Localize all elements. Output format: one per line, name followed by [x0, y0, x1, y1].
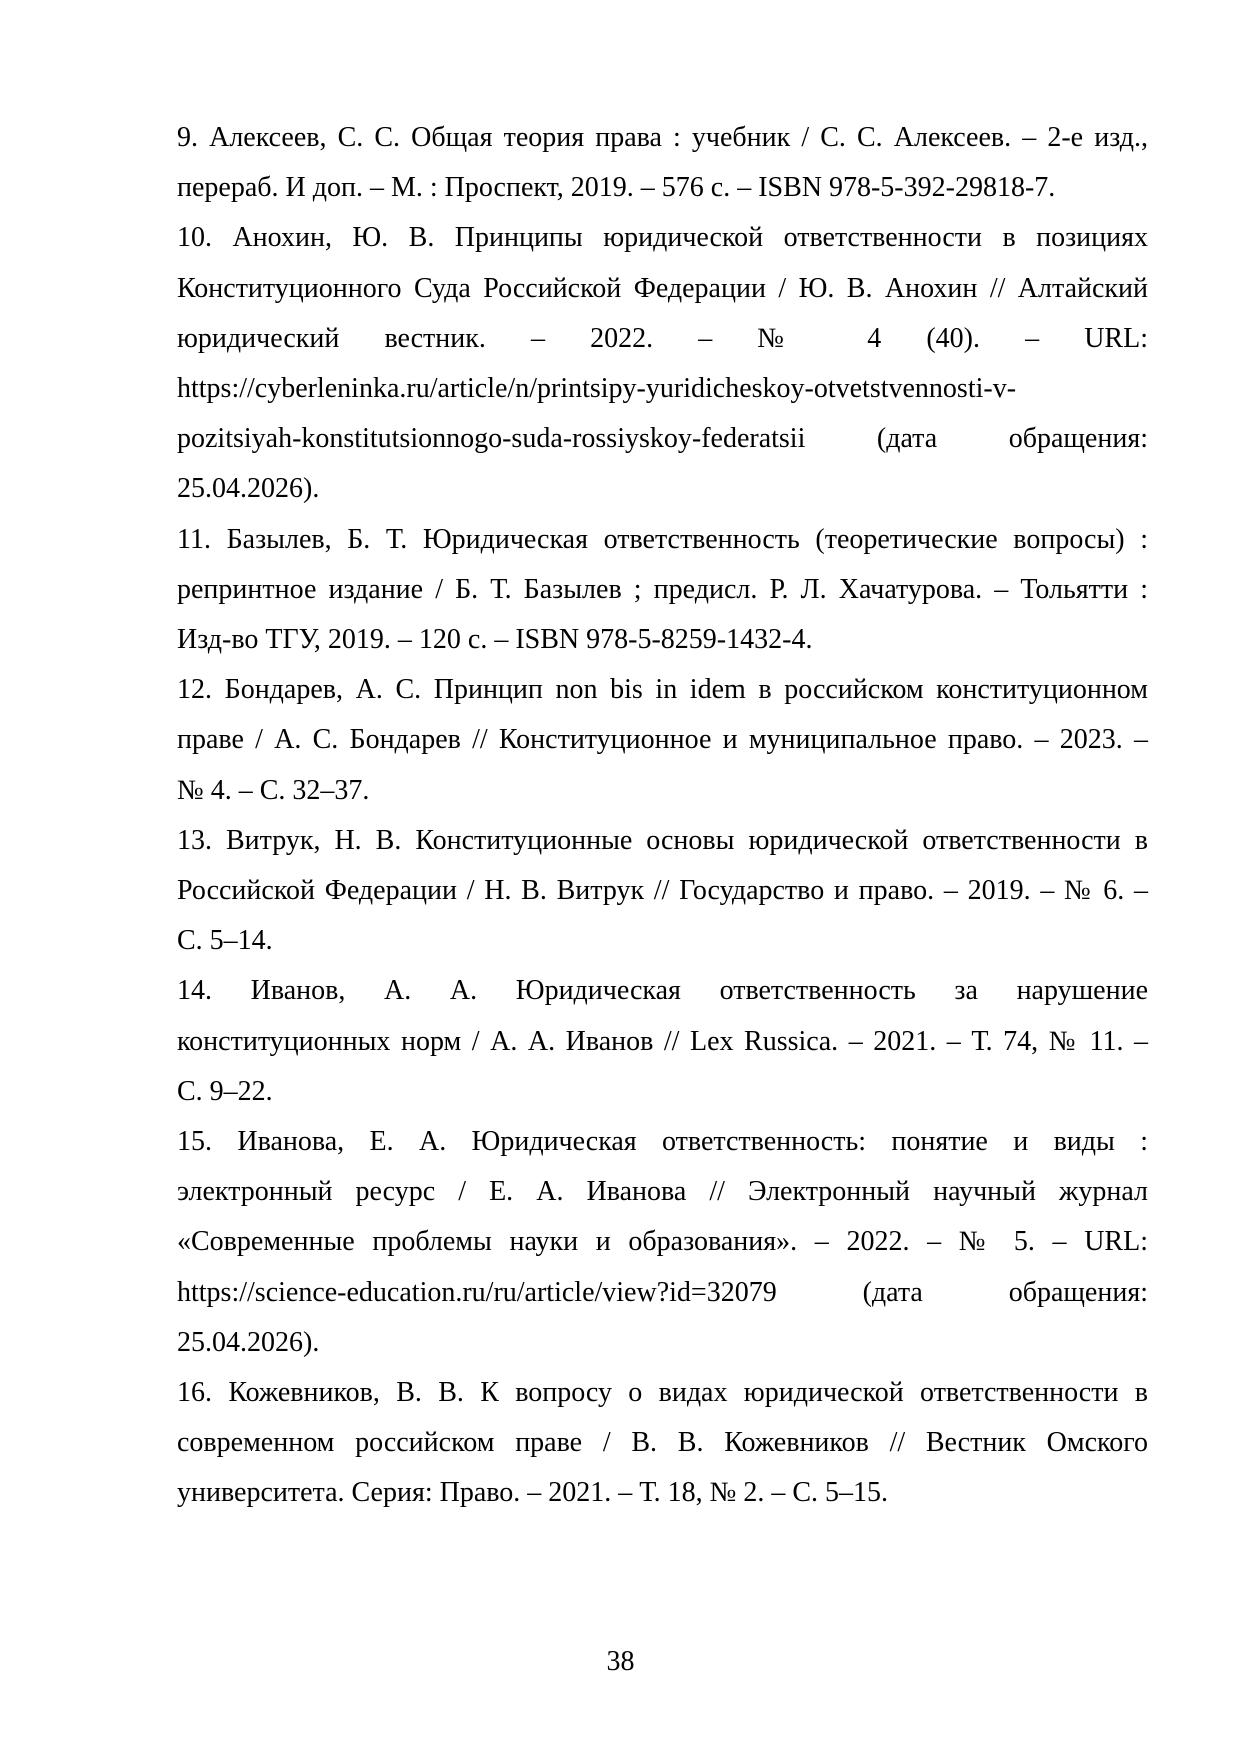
- reference-url-line: https://science-education.ru/ru/article/view?id=32079 (дата обращения:: [177, 1276, 1148, 1308]
- reference-line: 25.04.2026).: [177, 473, 320, 505]
- page-number: 38: [606, 1646, 635, 1677]
- reference-line: Российской Федерации / Н. В. Витрук // Государство и право. – 2019. – № 6. –: [177, 875, 1148, 907]
- reference-item-15: [177, 1117, 1148, 1368]
- reference-line: pozitsiyah-konstitutsionnogo-suda-rossiyskoy-federatsii (дата обращения:: [177, 423, 1148, 455]
- reference-line: университета. Серия: Право. – 2021. – Т. 18, № 2. – С. 5–15.: [177, 1477, 888, 1509]
- reference-item-14: [177, 966, 1148, 1117]
- reference-item-12: [177, 665, 1148, 816]
- reference-line: № 4. – С. 32–37.: [177, 774, 370, 806]
- reference-line: современном российском праве / В. В. Кожевников // Вестник Омского: [177, 1427, 1148, 1459]
- reference-item-16: [177, 1368, 1148, 1519]
- reference-item-11: [177, 515, 1148, 666]
- reference-line: С. 9–22.: [177, 1075, 273, 1107]
- reference-line: юридический вестник. – 2022. – № 4 (40). – URL:: [177, 322, 1148, 354]
- reference-line: «Современные проблемы науки и образования». – 2022. – № 5. – URL:: [177, 1226, 1148, 1258]
- reference-line: перераб. И доп. – М. : Проспект, 2019. – 576 с. – ISBN 978-5-392-29818-7.: [177, 172, 1056, 204]
- reference-line: 12. Бондарев, А. С. Принцип non bis in idem в российском конституционном: [177, 674, 1148, 706]
- reference-line: 14. Иванов, А. А. Юридическая ответственность за нарушение: [177, 975, 1148, 1007]
- reference-line: 25.04.2026).: [177, 1326, 320, 1358]
- reference-line: 9. Алексеев, С. С. Общая теория права : учебник / С. С. Алексеев. – 2-е изд.,: [177, 122, 1148, 153]
- reference-line: праве / А. С. Бондарев // Конституционное и муниципальное право. – 2023. –: [177, 724, 1148, 756]
- reference-line: Изд-во ТГУ, 2019. – 120 с. – ISBN 978-5-8259-1432-4.: [177, 624, 813, 656]
- reference-line: 11. Базылев, Б. Т. Юридическая ответственность (теоретические вопросы) :: [177, 523, 1148, 555]
- reference-line: электронный ресурс / Е. А. Иванова // Электронный научный журнал: [177, 1176, 1148, 1208]
- reference-line: 13. Витрук, Н. В. Конституционные основы юридической ответственности в: [177, 824, 1148, 856]
- reference-line: 10. Анохин, Ю. В. Принципы юридической ответственности в позициях: [177, 222, 1148, 254]
- reference-item-13: [177, 816, 1148, 967]
- reference-line: Конституционного Суда Российской Федерации / Ю. В. Анохин // Алтайский: [177, 272, 1148, 304]
- reference-line: репринтное издание / Б. Т. Базылев ; предисл. Р. Л. Хачатурова. – Тольятти :: [177, 573, 1148, 605]
- reference-line: С. 5–14.: [177, 925, 273, 957]
- reference-line: 15. Иванова, Е. А. Юридическая ответственность: понятие и виды :: [177, 1126, 1148, 1158]
- reference-url-line: https://cyberleninka.ru/article/n/printsipy-yuridicheskoy-otvetstvennosti-v-: [177, 373, 1017, 405]
- reference-line: 16. Кожевников, В. В. К вопросу о видах юридической ответственности в: [177, 1377, 1148, 1409]
- reference-item-10: [177, 213, 1148, 514]
- reference-item-9: [177, 113, 1148, 213]
- reference-line: конституционных норм / А. А. Иванов // Lex Russica. – 2021. – Т. 74, № 11. –: [177, 1025, 1148, 1057]
- reference-list: [177, 113, 1148, 1519]
